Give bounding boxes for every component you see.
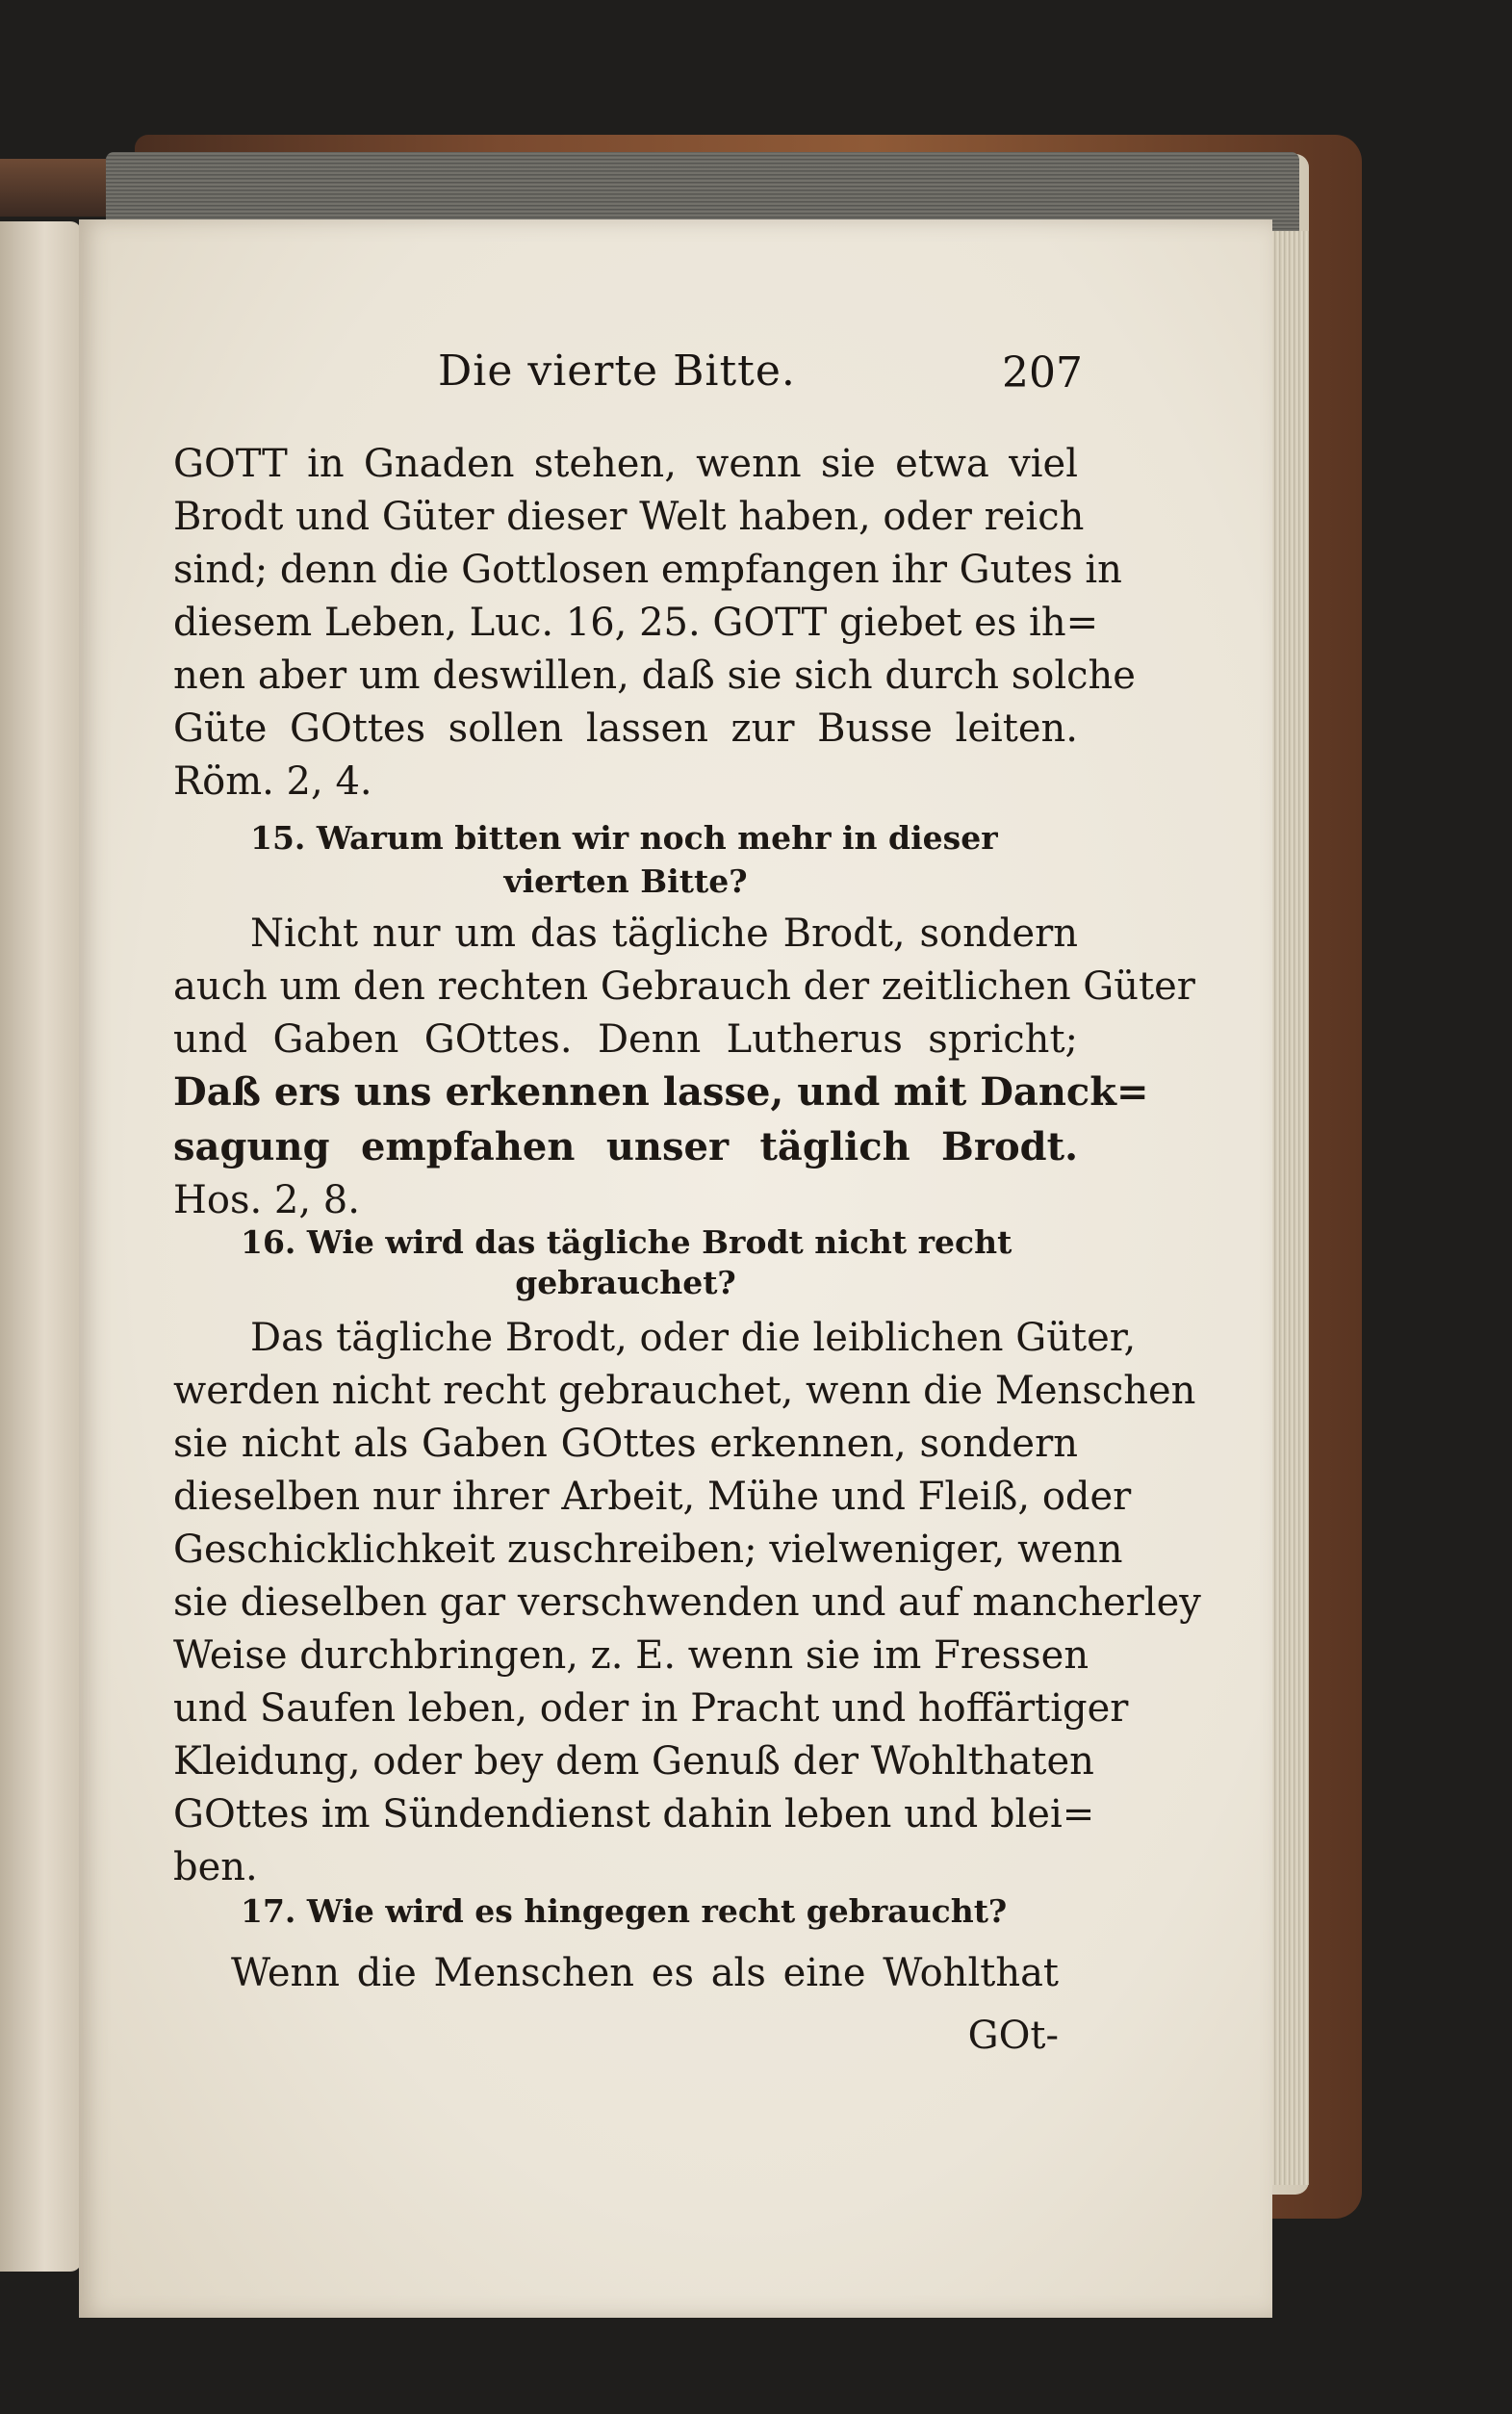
text-line: ben. <box>173 1845 258 1889</box>
text-line: sind; denn die Gottlosen empfangen ihr Gutes in <box>173 548 1122 592</box>
question-line: 17. Wie wird es hingegen recht gebraucht? <box>241 1892 1008 1930</box>
text-line: Wenn die Menschen es als eine Wohlthat <box>231 1951 1059 1995</box>
text-line: und Gaben GOttes. Denn Lutherus spricht; <box>173 1017 1078 1062</box>
text-line: Das tägliche Brodt, oder die leiblichen Güter, <box>250 1316 1137 1360</box>
text-line: werden nicht recht gebrauchet, wenn die Menschen <box>173 1369 1196 1413</box>
text-line: GOTT in Gnaden stehen, wenn sie etwa viel <box>173 442 1078 486</box>
text-line: sie nicht als Gaben GOttes erkennen, sondern <box>173 1422 1078 1466</box>
text-line: Hos. 2, 8. <box>173 1178 360 1222</box>
text-line: Weise durchbringen, z. E. wenn sie im Fressen <box>173 1633 1089 1678</box>
text-line: Geschicklichkeit zuschreiben; vielweniger, wenn <box>173 1528 1123 1572</box>
text-line: Daß ers uns erkennen lasse, und mit Danck= <box>173 1069 1149 1115</box>
question-line: vierten Bitte? <box>503 862 748 900</box>
text-line: dieselben nur ihrer Arbeit, Mühe und Fleiß, oder <box>173 1475 1132 1519</box>
text-line: Nicht nur um das tägliche Brodt, sondern <box>250 912 1078 956</box>
text-line: Röm. 2, 4. <box>173 759 372 804</box>
page-number: 207 <box>1002 348 1083 398</box>
text-line: nen aber um deswillen, daß sie sich durch solche <box>173 654 1136 698</box>
text-line: sie dieselben gar verschwenden und auf mancherley <box>173 1580 1201 1625</box>
text-line: Güte GOttes sollen lassen zur Busse leiten. <box>173 706 1078 751</box>
text-line: Brodt und Güter dieser Welt haben, oder reich <box>173 495 1085 539</box>
question-line: 16. Wie wird das tägliche Brodt nicht recht <box>241 1223 1012 1261</box>
text-line: sagung empfahen unser täglich Brodt. <box>173 1124 1078 1169</box>
left-page-edge <box>0 221 82 2272</box>
text-line: Kleidung, oder bey dem Genuß der Wohlthaten <box>173 1739 1094 1784</box>
question-line: gebrauchet? <box>515 1264 736 1301</box>
text-line: GOttes im Sündendienst dahin leben und blei= <box>173 1792 1095 1836</box>
text-line: diesem Leben, Luc. 16, 25. GOTT giebet es ih= <box>173 601 1099 645</box>
question-line: 15. Warum bitten wir noch mehr in dieser <box>250 819 998 857</box>
text-line: und Saufen leben, oder in Pracht und hoffärtiger <box>173 1686 1129 1731</box>
running-head: Die vierte Bitte. <box>438 347 796 396</box>
text-line: auch um den rechten Gebrauch der zeitlichen Güter <box>173 964 1195 1009</box>
catchword: GOt- <box>967 2014 1059 2058</box>
